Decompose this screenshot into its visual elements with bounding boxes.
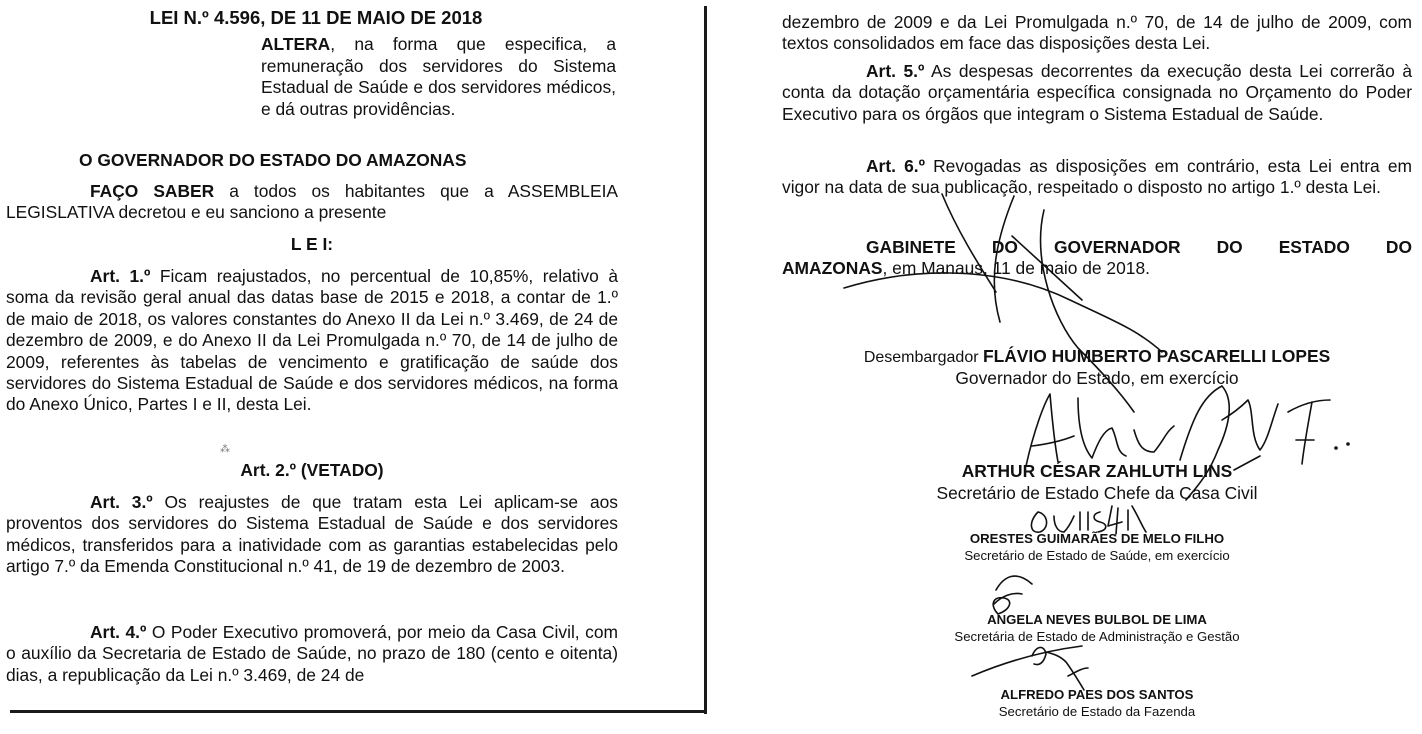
signatory-role: Secretário de Estado da Fazenda xyxy=(998,704,1196,719)
article-3-text: Os reajustes de que tratam esta Lei aplicam-se aos proventos dos servidores do Sistema Estadual de Saúde e dos servidores médicos, transferidos para a inatividade com as garantias estabelecidas pelo artigo 7.º da Emenda Constitucional n.º 41, de 19 de dezembro de 2003. xyxy=(6,492,618,577)
article-1-label: Art. 1.º xyxy=(90,266,151,286)
article-3 xyxy=(6,492,618,578)
article-6-text: Revogadas as disposições em contrário, esta Lei entra em vigor na data de sua publicação, respeitado o disposto no artigo 1.º desta Lei. xyxy=(782,156,1412,198)
signatory-name: ALFREDO PAES DOS SANTOS xyxy=(1000,687,1194,702)
gabinete-closing xyxy=(782,237,1412,280)
amazonas-bold: AMAZONAS xyxy=(782,258,883,279)
signatory-saude xyxy=(782,530,1412,564)
bottom-rule xyxy=(10,710,707,713)
article-5-text: As despesas decorrentes da execução desta Lei correrão à conta da dotação orçamentária específica consignada no Orçamento do Poder Executivo para os órgãos que integram o Sistema Estadual de Saúde. xyxy=(782,61,1412,124)
gabinete-word: ESTADO xyxy=(1278,237,1350,257)
place-and-date xyxy=(782,258,1412,279)
gabinete-line xyxy=(782,237,1412,258)
article-2: Art. 2.º (VETADO) xyxy=(240,460,384,480)
gabinete-word: DO xyxy=(1385,237,1412,257)
article-6 xyxy=(782,156,1412,199)
signatory-role: Secretária de Estado de Administração e Gestão xyxy=(954,629,1240,644)
gabinete-word: GABINETE xyxy=(866,237,956,257)
article-6-label: Art. 6.º xyxy=(866,156,925,176)
article-1 xyxy=(6,266,618,416)
signatory-name: ARTHUR CÉSAR ZAHLUTH LINS xyxy=(961,461,1233,481)
left-column xyxy=(6,0,708,734)
article-4-label: Art. 4.º xyxy=(90,622,147,642)
article-4 xyxy=(6,622,618,686)
signatory-name-line xyxy=(782,346,1412,368)
enactment-clause xyxy=(6,181,618,224)
article-3-label: Art. 3.º xyxy=(90,492,153,512)
signatory-name: ANGELA NEVES BULBOL DE LIMA xyxy=(987,612,1207,627)
column-divider xyxy=(704,6,707,714)
signatory-role: Secretário de Estado Chefe da Casa Civil xyxy=(936,482,1258,503)
enactment-text: a todos os habitantes que a ASSEMBLEIA LEGISLATIVA decretou e eu sanciono a presente xyxy=(6,181,619,223)
signatory-name: FLÁVIO HUMBERTO PASCARELLI LOPES xyxy=(982,346,1331,366)
law-ementa xyxy=(261,34,616,120)
signatory-administracao xyxy=(782,611,1412,645)
article-4-continuation: dezembro de 2009 e da Lei Promulgada n.º 70, de 14 de julho de 2009, com textos consolidados em face das disposições desta Lei. xyxy=(782,12,1412,54)
article-5-label: Art. 5.º xyxy=(866,61,925,81)
ementa-text: , na forma que especifica, a remuneração dos servidores do Sistema Estadual de Saúde e dos servidores médicos, e dá outras providências. xyxy=(261,34,616,119)
right-column xyxy=(782,0,1418,734)
article-5 xyxy=(782,61,1412,125)
signatory-prefix: Desembargador xyxy=(863,349,983,366)
lei-heading: L E I: xyxy=(290,234,334,254)
ementa-bold: ALTERA xyxy=(261,34,331,54)
article-4-text: O Poder Executivo promoverá, por meio da Casa Civil, com o auxílio da Secretaria de Estado de Saúde, no prazo de 180 (cento e oitenta) dias, a republicação da Lei n.º 3.469, de 24 de xyxy=(6,622,619,685)
gabinete-word: DO xyxy=(991,237,1018,257)
signatory-role: Governador do Estado, em exercício xyxy=(955,367,1239,388)
signatory-role: Secretário de Estado de Saúde, em exercício xyxy=(964,548,1230,563)
gabinete-word: DO xyxy=(1216,237,1243,257)
signatory-fazenda xyxy=(782,686,1412,720)
governor-heading: O GOVERNADOR DO ESTADO DO AMAZONAS xyxy=(79,150,467,170)
signatory-casa-civil xyxy=(782,461,1412,504)
article-1-text: Ficam reajustados, no percentual de 10,85%, relativo à soma da revisão geral anual das datas base de 2015 e 2018, a contar de 1.º de maio de 2018, os valores constantes do Anexo II da Lei n.º 3.469, de 24 de dezembro de 2009, e do Anexo II da Lei Promulgada n.º 70, de 14 de julho de 2009, referentes às tabelas de vencimento e gratificação de saúde dos servidores do Sistema Estadual de Saúde e dos servidores médicos, na forma do Anexo Único, Partes I e II, desta Lei. xyxy=(6,266,618,415)
law-title: LEI N.º 4.596, DE 11 DE MAIO DE 2018 xyxy=(149,7,483,28)
place-date-text: , em Manaus, 11 de maio de 2018. xyxy=(882,258,1150,279)
ink-scribble-icon: ⁂ xyxy=(220,444,230,455)
gabinete-word: GOVERNADOR xyxy=(1053,237,1181,257)
faco-saber-bold: FAÇO SABER xyxy=(90,181,215,201)
signatory-governor xyxy=(782,346,1412,389)
signatory-name: ORESTES GUIMARÃES DE MELO FILHO xyxy=(969,531,1225,546)
